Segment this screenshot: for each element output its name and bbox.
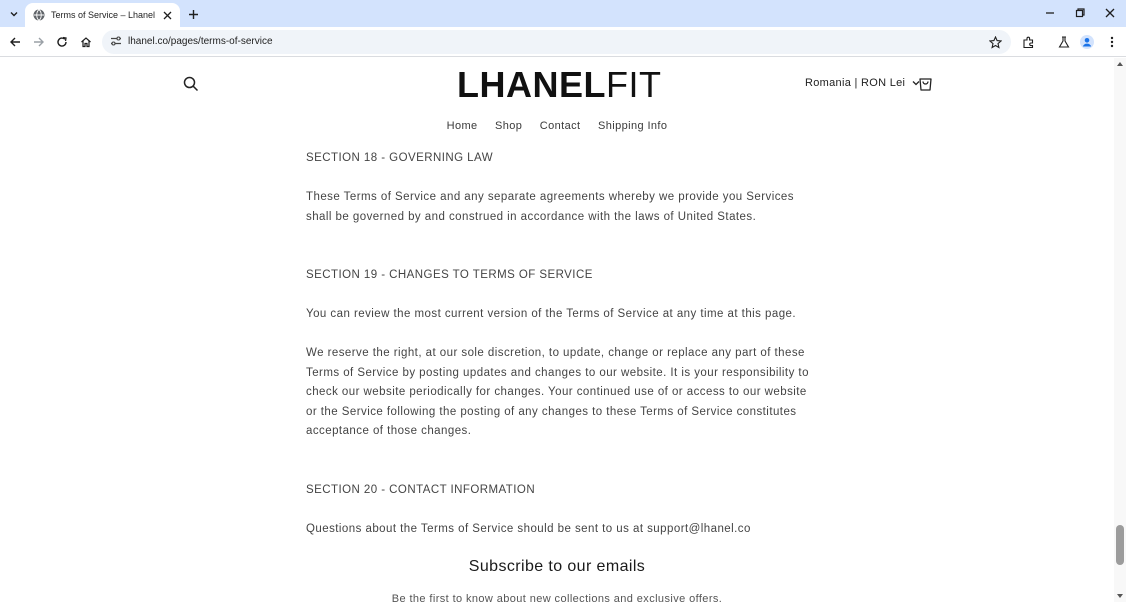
scroll-up-arrow-icon[interactable]: [1117, 61, 1123, 67]
nav-shop[interactable]: Shop: [495, 120, 523, 132]
site-logo[interactable]: [457, 64, 661, 108]
extensions-puzzle-icon[interactable]: [1019, 33, 1037, 51]
logo-light-text: FIT: [606, 64, 662, 105]
new-tab-plus-icon[interactable]: [185, 6, 201, 22]
section-19-paragraph-2: We reserve the right, at our sole discretion, to update, change or replace any part of these Terms of Service by posting updates and changes to our website. It is your responsibility to check our website periodically for changes. Your continued use of or access to our website or the Service following the posting of any changes to these Terms of Service constitutes acceptance of those changes.: [306, 347, 809, 437]
labs-flask-icon[interactable]: [1055, 33, 1073, 51]
page-viewport: [0, 58, 1114, 602]
back-arrow-icon[interactable]: [6, 33, 24, 51]
forward-arrow-icon[interactable]: [30, 33, 48, 51]
minimize-icon[interactable]: [1041, 5, 1059, 21]
section-19-paragraph-1: You can review the most current version of the Terms of Service at any time at this page.: [306, 308, 797, 320]
search-icon[interactable]: [183, 76, 201, 94]
window-close-icon[interactable]: [1101, 5, 1119, 21]
active-tab[interactable]: [25, 3, 180, 27]
subscribe-subtitle: Be the first to know about new collections and exclusive offers.: [391, 593, 723, 602]
globe-icon: [33, 9, 45, 21]
bookmark-star-icon[interactable]: [987, 34, 1003, 50]
terms-content: [306, 149, 816, 539]
tab-search-chevron-icon[interactable]: [5, 5, 23, 23]
cart-icon[interactable]: [917, 75, 935, 93]
close-tab-icon[interactable]: [160, 8, 174, 22]
browser-menu-icon[interactable]: [1103, 33, 1121, 51]
profile-avatar-icon[interactable]: [1078, 33, 1096, 51]
site-info-icon[interactable]: [110, 35, 124, 49]
tab-title: Terms of Service – Lhanel: [51, 10, 156, 20]
url-text[interactable]: lhanel.co/pages/terms-of-service: [128, 36, 273, 47]
logo-bold-text: LHANEL: [457, 64, 606, 105]
section-18-paragraph: These Terms of Service and any separate agreements whereby we provide you Services shall be governed by and construed in accordance with the laws of United States.: [306, 191, 794, 223]
country-selector-label: Romania | RON Lei: [805, 77, 906, 89]
home-icon[interactable]: [77, 33, 95, 51]
scrollbar-thumb[interactable]: [1116, 525, 1124, 565]
section-18-heading: SECTION 18 - GOVERNING LAW: [306, 152, 493, 164]
reload-icon[interactable]: [53, 33, 71, 51]
nav-contact[interactable]: Contact: [539, 120, 581, 132]
address-bar[interactable]: [102, 30, 1011, 54]
restore-icon[interactable]: [1071, 5, 1089, 21]
browser-toolbar: [0, 27, 1126, 57]
section-20-heading: SECTION 20 - CONTACT INFORMATION: [306, 483, 536, 496]
main-nav: [0, 120, 1114, 132]
page-scrollbar[interactable]: [1114, 58, 1126, 602]
nav-home[interactable]: Home: [446, 120, 478, 132]
tab-strip: [0, 0, 1126, 27]
section-20-paragraph: Questions about the Terms of Service should be sent to us at support@lhanel.co: [306, 522, 751, 535]
country-currency-selector[interactable]: [805, 77, 921, 89]
scroll-down-arrow-icon[interactable]: [1117, 593, 1123, 599]
subscribe-title: Subscribe to our emails: [468, 558, 646, 575]
section-19-heading: SECTION 19 - CHANGES TO TERMS OF SERVICE: [306, 269, 593, 281]
nav-shipping-info[interactable]: Shipping Info: [597, 120, 668, 132]
